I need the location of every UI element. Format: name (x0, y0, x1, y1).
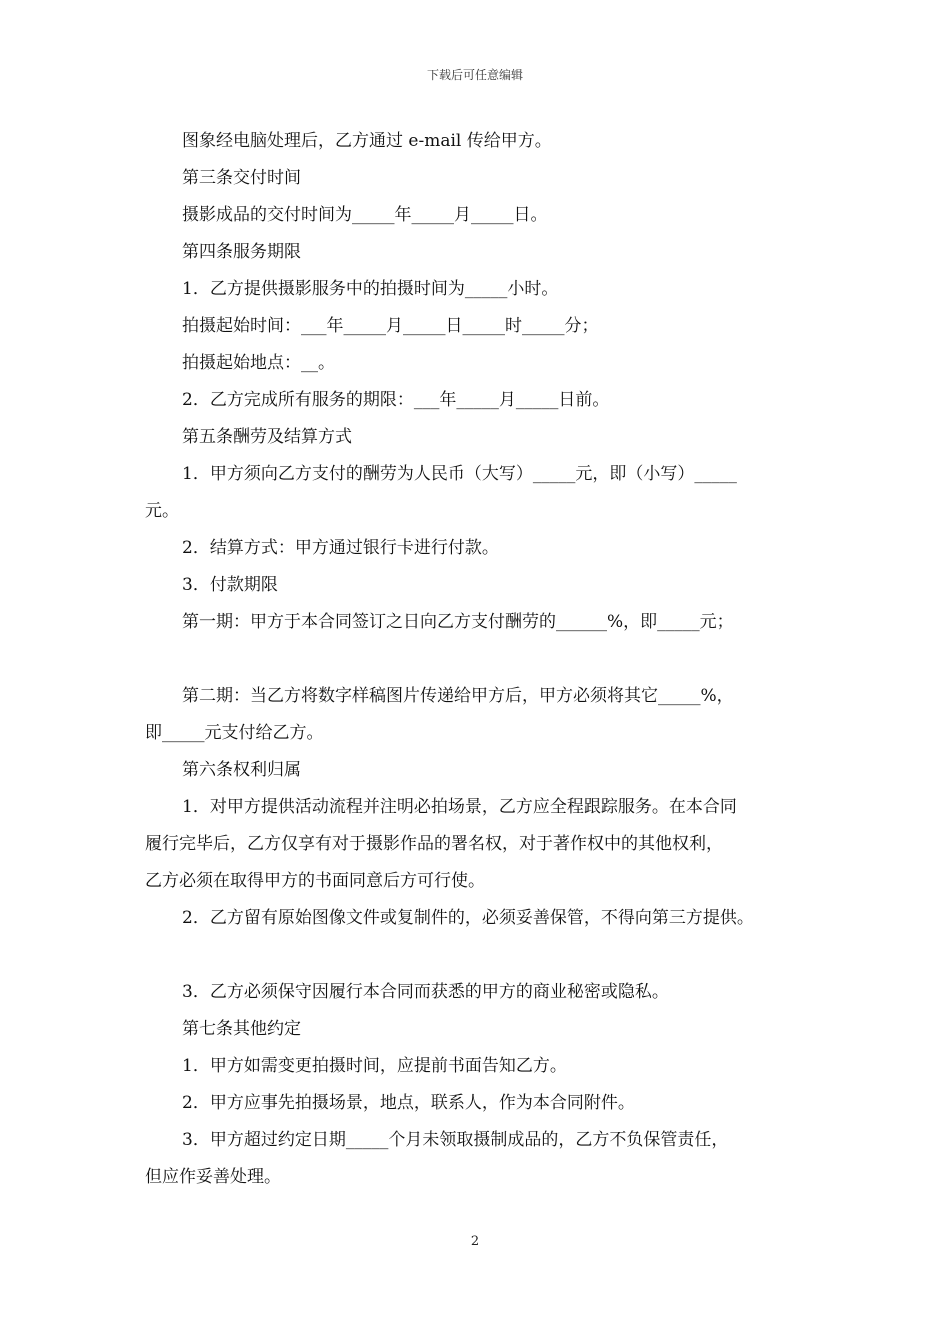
paragraph-line: 1．对甲方提供活动流程并注明必拍场景，乙方应全程跟踪服务。在本合同 (182, 797, 737, 817)
paragraph-line: 2．甲方应事先拍摄场景，地点，联系人，作为本合同附件。 (182, 1093, 635, 1113)
paragraph-line: 2．乙方完成所有服务的期限：___年_____月_____日前。 (182, 390, 610, 410)
page-header: 下载后可任意编辑 (426, 68, 523, 82)
paragraph-line: 摄影成品的交付时间为_____年_____月_____日。 (182, 205, 548, 225)
paragraph-line: 3．甲方超过约定日期_____个月未领取摄制成品的，乙方不负保管责任， (182, 1130, 729, 1150)
paragraph-line: 元。 (145, 501, 179, 521)
paragraph-line: 乙方必须在取得甲方的书面同意后方可行使。 (145, 871, 485, 891)
section-heading: 第五条酬劳及结算方式 (182, 427, 352, 447)
section-heading: 第四条服务期限 (182, 242, 301, 262)
paragraph-line: 1．甲方须向乙方支付的酬劳为人民币（大写）_____元，即（小写）_____ (182, 464, 737, 484)
paragraph-line: 但应作妥善处理。 (145, 1167, 281, 1187)
paragraph-line: 拍摄起始时间：___年_____月_____日_____时_____分； (182, 316, 599, 336)
paragraph-line: 履行完毕后，乙方仅享有对于摄影作品的署名权，对于著作权中的其他权利， (145, 834, 723, 854)
page-number: 2 (470, 1234, 480, 1249)
paragraph-line: 第二期：当乙方将数字样稿图片传递给甲方后，甲方必须将其它_____%， (182, 686, 734, 706)
paragraph-line: 拍摄起始地点：__。 (182, 353, 335, 373)
paragraph-line: 2．乙方留有原始图像文件或复制件的，必须妥善保管，不得向第三方提供。 (182, 908, 754, 928)
paragraph-line: 1．乙方提供摄影服务中的拍摄时间为_____小时。 (182, 279, 559, 299)
paragraph-line: 第一期：甲方于本合同签订之日向乙方支付酬劳的______%，即_____元； (182, 612, 734, 632)
section-heading: 第三条交付时间 (182, 168, 301, 188)
paragraph-line: 2．结算方式：甲方通过银行卡进行付款。 (182, 538, 499, 558)
paragraph-line: 图象经电脑处理后，乙方通过 e-mail 传给甲方。 (182, 131, 552, 151)
section-heading: 第七条其他约定 (182, 1019, 301, 1039)
paragraph-line: 即_____元支付给乙方。 (145, 723, 324, 743)
document-body (145, 123, 825, 1196)
blank-line (145, 641, 825, 678)
paragraph-line: 3．乙方必须保守因履行本合同而获悉的甲方的商业秘密或隐私。 (182, 982, 669, 1002)
blank-line (145, 937, 825, 974)
paragraph-line: 1．甲方如需变更拍摄时间，应提前书面告知乙方。 (182, 1056, 567, 1076)
section-heading: 第六条权利归属 (182, 760, 301, 780)
paragraph-line: 3．付款期限 (182, 575, 278, 595)
